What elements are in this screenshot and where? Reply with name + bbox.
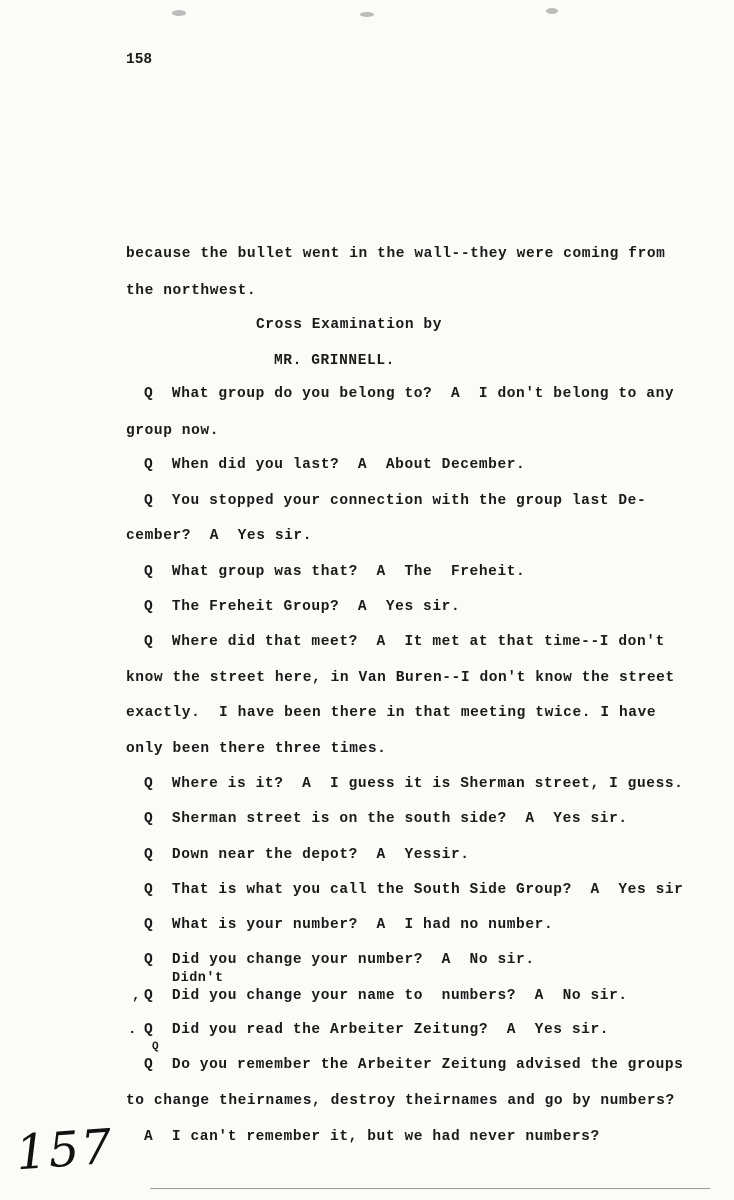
margin-mark: , xyxy=(132,988,141,1004)
text-line: to change theirnames, destroy theirnames and go by numbers? xyxy=(126,1093,675,1109)
margin-mark: . xyxy=(128,1022,137,1038)
text-line: Q Did you read the Arbeiter Zeitung? A Yes sir. xyxy=(144,1022,610,1038)
typed-correction: Didn't xyxy=(172,971,224,986)
text-line: the northwest. xyxy=(126,283,257,299)
text-line: Q You stopped your connection with the group last De- xyxy=(144,493,647,509)
text-line: A I can't remember it, but we had never numbers? xyxy=(144,1129,600,1145)
section-heading: Cross Examination by xyxy=(256,317,443,333)
text-line: Q Where is it? A I guess it is Sherman street, I guess. xyxy=(144,776,684,792)
text-line: Q The Freheit Group? A Yes sir. xyxy=(144,599,461,615)
scan-edge-line xyxy=(150,1188,710,1189)
text-line: Q Did you change your name to numbers? A No sir. xyxy=(144,988,628,1004)
text-line: Q That is what you call the South Side Group? A Yes sir xyxy=(144,882,684,898)
text-line: Q Down near the depot? A Yessir. xyxy=(144,847,470,863)
handwritten-page-number: 157 xyxy=(14,1118,116,1182)
text-line: only been there three times. xyxy=(126,741,387,757)
text-line: Q Did you change your number? A No sir. xyxy=(144,952,535,968)
text-line: group now. xyxy=(126,423,220,439)
text-line: Q When did you last? A About December. xyxy=(144,457,526,473)
text-line: Q Do you remember the Arbeiter Zeitung advised the groups xyxy=(144,1057,684,1073)
text-line: Q Sherman street is on the south side? A Yes sir. xyxy=(144,811,628,827)
section-heading-attorney: MR. GRINNELL. xyxy=(274,353,395,369)
scan-smudge xyxy=(546,8,558,14)
text-line: cember? A Yes sir. xyxy=(126,528,313,544)
text-line: Q Where did that meet? A It met at that time--I don't xyxy=(144,634,665,650)
margin-mark: Q xyxy=(152,1041,159,1053)
text-line: because the bullet went in the wall--they were coming from xyxy=(126,246,666,262)
text-line: exactly. I have been there in that meeting twice. I have xyxy=(126,705,657,721)
text-line: Q What group do you belong to? A I don't belong to any xyxy=(144,386,675,402)
text-line: Q What group was that? A The Freheit. xyxy=(144,564,526,580)
page-number: 158 xyxy=(126,52,153,68)
text-line: Q What is your number? A I had no number. xyxy=(144,917,554,933)
scan-smudge xyxy=(172,10,186,16)
scan-smudge xyxy=(360,12,374,17)
text-line: know the street here, in Van Buren--I don't know the street xyxy=(126,670,675,686)
